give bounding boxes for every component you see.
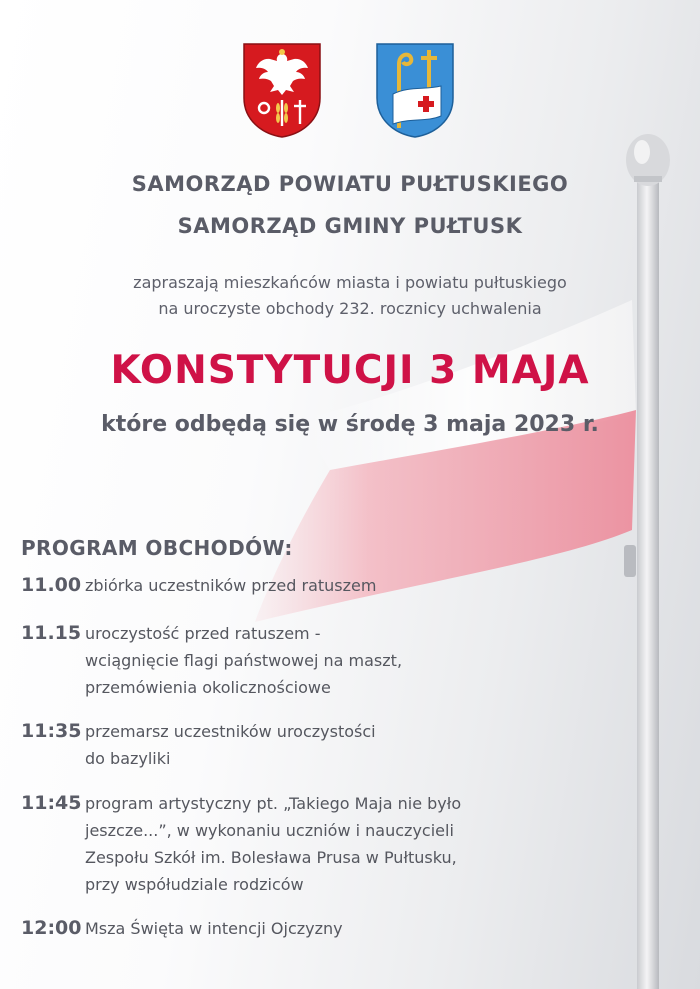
program-description-line: zbiórka uczestników przed ratuszem bbox=[85, 576, 377, 595]
program-description-line: Zespołu Szkół im. Bolesława Prusa w Pułtusku, bbox=[85, 848, 457, 867]
program-time: 11:45 bbox=[21, 792, 82, 814]
pultusk-county-coat-of-arms-icon bbox=[242, 42, 322, 138]
program-description-line: przemarsz uczestników uroczystości bbox=[85, 722, 376, 741]
program-heading: PROGRAM OBCHODÓW: bbox=[21, 536, 293, 560]
program-item bbox=[21, 718, 376, 772]
program-item bbox=[21, 915, 343, 942]
program-description bbox=[85, 620, 402, 701]
program-item bbox=[21, 790, 461, 898]
program-description-line: jeszcze...”, w wykonaniu uczniów i nauczycieli bbox=[85, 821, 454, 840]
invitation-line-1: zapraszają mieszkańców miasta i powiatu pułtuskiego bbox=[133, 273, 567, 292]
program-description bbox=[85, 915, 343, 942]
program-description-line: przy współudziale rodziców bbox=[85, 875, 304, 894]
program-item bbox=[21, 620, 402, 701]
organizer-municipality: SAMORZĄD GMINY PUŁTUSK bbox=[177, 214, 523, 238]
program-description-line: do bazyliki bbox=[85, 749, 171, 768]
program-time: 11.15 bbox=[21, 622, 82, 644]
program-time: 11:35 bbox=[21, 720, 82, 742]
program-description-line: przemówienia okolicznościowe bbox=[85, 678, 331, 697]
program-time: 11.00 bbox=[21, 574, 82, 596]
program-description-line: Msza Święta w intencji Ojczyzny bbox=[85, 919, 343, 938]
program-description-line: uroczystość przed ratuszem - bbox=[85, 624, 321, 643]
pultusk-municipality-coat-of-arms-icon bbox=[375, 42, 455, 138]
program-description bbox=[85, 572, 376, 599]
program-description bbox=[85, 718, 376, 772]
invitation-line-2: na uroczyste obchody 232. rocznicy uchwalenia bbox=[158, 299, 542, 318]
program-item bbox=[21, 572, 376, 599]
organizer-county: SAMORZĄD POWIATU PUŁTUSKIEGO bbox=[131, 172, 569, 196]
program-description bbox=[85, 790, 461, 898]
program-time: 12:00 bbox=[21, 917, 82, 939]
event-title: KONSTYTUCJI 3 MAJA bbox=[110, 348, 590, 393]
event-date: które odbędą się w środę 3 maja 2023 r. bbox=[101, 412, 599, 437]
program-description-line: program artystyczny pt. „Takiego Maja nie było bbox=[85, 794, 462, 813]
program-description-line: wciągnięcie flagi państwowej na maszt, bbox=[85, 651, 403, 670]
